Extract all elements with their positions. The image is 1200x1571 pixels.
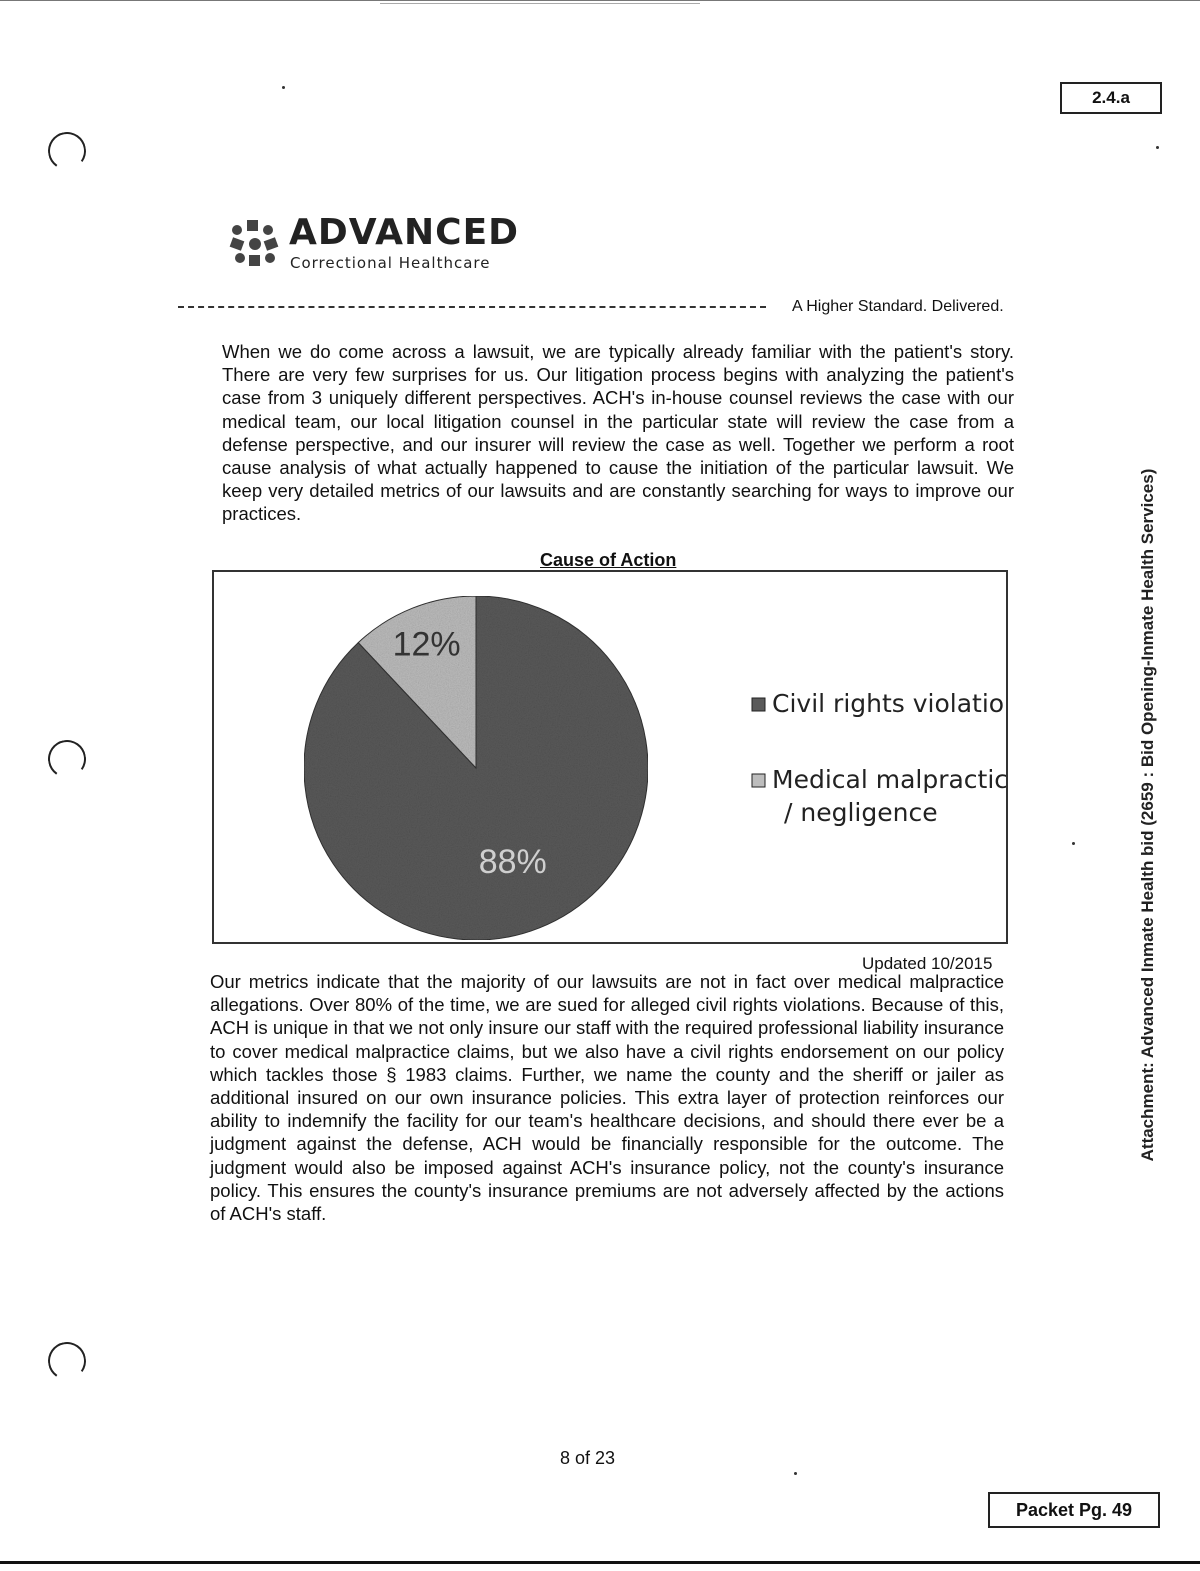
intro-paragraph: When we do come across a lawsuit, we are typically already familiar with the patient's story. There are very few surprises for us. Our litigation process begins with analyzing the patient's case from 3 uniquely different perspectives. ACH's in-house counsel reviews the case with our medical team, our local litigation counsel in the particular state will review the case from a defense perspective, and our insurer will review the case as well. Together we perform a root cause analysis of what actually happened to cause the initiation of the particular lawsuit. We keep very detailed metrics of our lawsuits and are constantly searching for ways to improve our practices. (222, 341, 1014, 525)
scan-speck (1156, 146, 1159, 149)
logo-icon (227, 218, 283, 268)
header-divider (178, 306, 766, 308)
legend-label-2: Medical malpractice (772, 765, 1006, 794)
bottom-rule (0, 1561, 1200, 1564)
attachment-tag: 2.4.a (1060, 82, 1162, 114)
pie-chart (214, 572, 1006, 942)
scan-speck (282, 86, 285, 89)
legend-label-2: / negligence (784, 798, 938, 827)
pie-data-label-1: 88% (478, 842, 547, 881)
legend-label-1: Civil rights violation (772, 689, 1006, 718)
packet-page: Packet Pg. 49 (988, 1492, 1160, 1528)
tagline: A Higher Standard. Delivered. (792, 298, 1004, 315)
side-attachment-text: Attachment: Advanced Inmate Health bid (2659 : Bid Opening-Inmate Health Services) (1138, 468, 1157, 1162)
legend-swatch-1 (752, 698, 765, 711)
scan-speck (794, 1472, 797, 1475)
top-rule-short (380, 3, 700, 4)
scan-speck (1072, 842, 1075, 845)
punch-hole-middle (45, 737, 89, 781)
chart-title: Cause of Action (540, 550, 677, 570)
punch-hole-bottom (45, 1339, 89, 1383)
top-rule (0, 0, 1200, 1)
chart-frame (212, 570, 1008, 944)
pie-data-label-2: 12% (392, 625, 461, 664)
logo-subtitle: Correctional Healthcare (290, 254, 491, 272)
punch-hole-top (45, 129, 89, 173)
chart-updated-note: Updated 10/2015 (862, 954, 993, 973)
legend-swatch-2 (752, 774, 765, 787)
page-number: 8 of 23 (560, 1448, 616, 1468)
logo-name: ADVANCED (289, 212, 520, 253)
metrics-paragraph: Our metrics indicate that the majority of our lawsuits are not in fact over medical malpractice allegations. Over 80% of the time, we are sued for alleged civil rights violations. Because of this, ACH is unique in that we not only insure our staff with the required professional liability insurance to cover medical malpractice claims, but we also have a civil rights endorsement on our policy which tackles those § 1983 claims. Further, we name the county and the sheriff or jailer as additional insured on our own insurance policies. This extra layer of protection reinforces our ability to indemnify the facility for our team's healthcare decisions, and should there ever be a judgment against the defense, ACH would be financially responsible for the outcome. The judgment would also be imposed against ACH's insurance policy, not the county's insurance policy. This ensures the county's insurance premiums are not adversely affected by the actions of ACH's staff. (210, 971, 1004, 1225)
